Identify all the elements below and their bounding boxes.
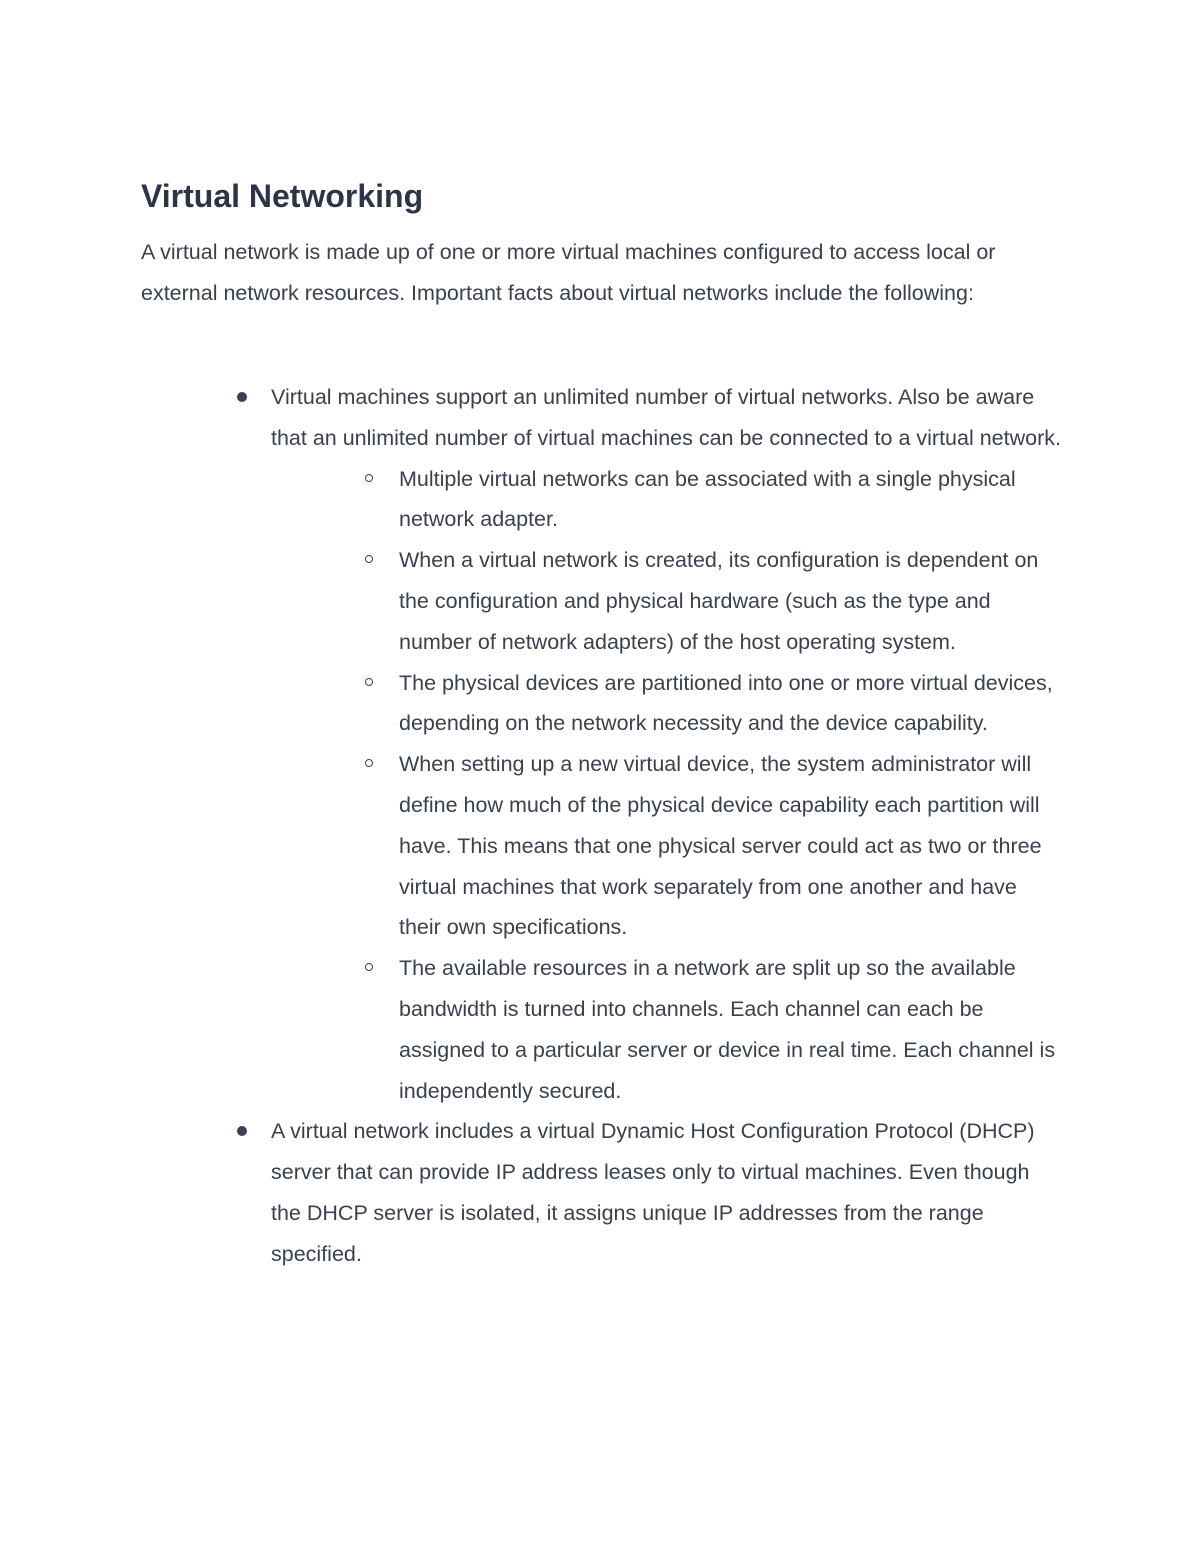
bullet-circle-icon: [365, 555, 373, 563]
bullet-circle-icon: [365, 474, 373, 482]
list-item: [0, 377, 1061, 1111]
bullet-dot-icon: [237, 392, 247, 402]
sub-list-item-text: The available resources in a network are split up so the available bandwidth is turned into channels. Each channel can each be assigned to a particular server or device in real time. Each channel is independently secured.: [399, 956, 1056, 1103]
bullet-circle-icon: [365, 963, 373, 971]
sub-list-item: [399, 459, 1059, 541]
bullet-circle-icon: [365, 759, 373, 767]
bullet-dot-icon: [237, 1126, 247, 1136]
intro-paragraph: A virtual network is made up of one or more virtual machines configured to access local or external network resources. Important facts about virtual networks include the following:: [141, 240, 996, 305]
list-item-text: Virtual machines support an unlimited number of virtual networks. Also be aware that an unlimited number of virtual machines can be connected to a virtual network.: [271, 385, 1061, 450]
sub-list-item: [399, 948, 1059, 1111]
sub-list-item: [399, 540, 1059, 662]
sub-list-item: [399, 744, 1059, 948]
sub-list-item-text: When setting up a new virtual device, the system administrator will define how much of the physical device capability each partition will have. This means that one physical server could act as two or three virtual machines that work separately from one another and have their own specifications.: [399, 752, 1042, 940]
bullet-list: [0, 377, 1200, 1275]
sub-list-item-text: The physical devices are partitioned into one or more virtual devices, depending on the network necessity and the device capability.: [399, 670, 1053, 736]
sub-list-item-text: When a virtual network is created, its configuration is dependent on the configuration and physical hardware (such as the type and number of network adapters) of the host operating system.: [399, 548, 1039, 654]
list-item: [0, 1111, 1061, 1274]
list-item-text: A virtual network includes a virtual Dynamic Host Configuration Protocol (DHCP) server that can provide IP address leases only to virtual machines. Even though the DHCP server is isolated, it assigns unique IP addresses from the range specified.: [271, 1119, 1035, 1266]
bullet-circle-icon: [365, 678, 373, 686]
sub-list-item: [399, 663, 1059, 745]
page-title: Virtual Networking: [141, 178, 424, 214]
sub-bullet-list: [271, 459, 1061, 1112]
sub-list-item-text: Multiple virtual networks can be associated with a single physical network adapter.: [399, 466, 1016, 532]
